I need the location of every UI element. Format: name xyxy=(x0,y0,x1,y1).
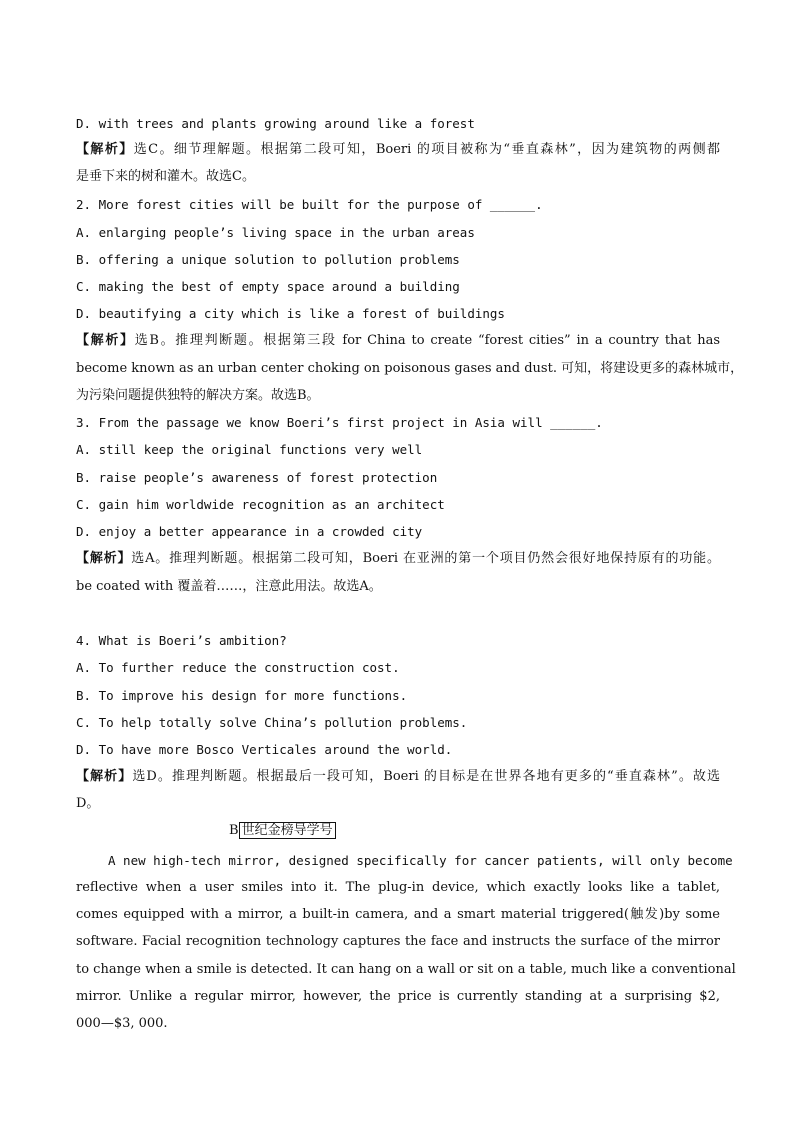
q1-analysis-line-2: 是垂下来的树和灌木。故选C。 xyxy=(76,169,255,184)
q2-option-a: A. enlarging people’s living space in the urban areas xyxy=(76,225,475,240)
q2-stem: 2. More forest cities will be built for the purpose of ______. xyxy=(76,197,543,212)
passage-line-1: A new high-tech mirror, designed specifically for cancer patients, will only become xyxy=(108,853,733,868)
passage-line-5: to change when a smile is detected. It can hang on a wall or sit on a table, much like a conventional xyxy=(76,962,736,977)
q2-analysis-line xyxy=(76,333,720,349)
q3-option-a: A. still keep the original functions very well xyxy=(76,442,423,457)
q2-option-c: C. making the best of empty space around a building xyxy=(76,279,460,294)
q3-option-b: B. raise people’s awareness of forest protection xyxy=(76,470,438,485)
q2-option-d: D. beautifying a city which is like a forest of buildings xyxy=(76,306,505,321)
q4-option-b: B. To improve his design for more functions. xyxy=(76,688,408,703)
passage-line-2: reflective when a user smiles into it. The plug-in device, which exactly looks like a tablet, xyxy=(76,880,720,895)
q4-stem: 4. What is Boeri’s ambition? xyxy=(76,633,287,648)
analysis-tag: 【解析】 xyxy=(76,142,134,157)
q2-option-b: B. offering a unique solution to pollution problems xyxy=(76,252,460,267)
analysis-tag: 【解析】 xyxy=(76,333,135,348)
q4-analysis-text: 选D。推理判断题。根据最后一段可知，Boeri 的目标是在世界各地有更多的“垂直森林”。故选 xyxy=(132,769,720,784)
q4-option-d: D. To have more Bosco Verticales around the world. xyxy=(76,742,453,757)
passage-line-4: software. Facial recognition technology captures the face and instructs the surface of the mirror xyxy=(76,934,720,949)
section-letter: B xyxy=(229,823,239,838)
q4-analysis-line xyxy=(76,769,720,785)
q3-option-d: D. enjoy a better appearance in a crowded city xyxy=(76,524,423,539)
q4-option-a: A. To further reduce the construction cost. xyxy=(76,660,400,675)
passage-line-3: comes equipped with a mirror, a built-in camera, and a smart material triggered(触发)by some xyxy=(76,907,720,922)
passage-line-7: 000—$3, 000. xyxy=(76,1016,168,1031)
q3-option-c: C. gain him worldwide recognition as an architect xyxy=(76,497,445,512)
q4-option-c: C. To help totally solve China’s pollution problems. xyxy=(76,715,468,730)
q1-analysis-line xyxy=(76,142,720,158)
q2-analysis-text: 选B。推理判断题。根据第三段 for China to create “forest cities” in a country that has xyxy=(134,333,720,348)
q1-option-d: D. with trees and plants growing around like a forest xyxy=(76,116,475,131)
q3-analysis-text: 选A。推理判断题。根据第二段可知，Boeri 在亚洲的第一个项目仍然会很好地保持原有的功能。 xyxy=(131,551,720,566)
analysis-tag: 【解析】 xyxy=(76,551,132,566)
section-b-header xyxy=(229,823,429,839)
q3-stem: 3. From the passage we know Boeri’s first project in Asia will ______. xyxy=(76,415,603,430)
q1-analysis-text: 选C。细节理解题。根据第二段可知，Boeri 的项目被称为“垂直森林”，因为建筑物的两侧都 xyxy=(133,142,720,157)
q4-analysis-line-2: D。 xyxy=(76,796,100,811)
analysis-tag: 【解析】 xyxy=(76,769,133,784)
boxed-label: 世纪金榜导学号 xyxy=(239,822,336,839)
q2-analysis-line-2: become known as an urban center choking on poisonous gases and dust. 可知，将建设更多的森林城市， xyxy=(76,361,744,376)
q3-analysis-line-2: be coated with 覆盖着……，注意此用法。故选A。 xyxy=(76,579,382,594)
q3-analysis-line xyxy=(76,551,720,567)
passage-line-6: mirror. Unlike a regular mirror, however, the price is currently standing at a surprising $2, xyxy=(76,989,720,1004)
q2-analysis-line-3: 为污染问题提供独特的解决方案。故选B。 xyxy=(76,388,320,403)
